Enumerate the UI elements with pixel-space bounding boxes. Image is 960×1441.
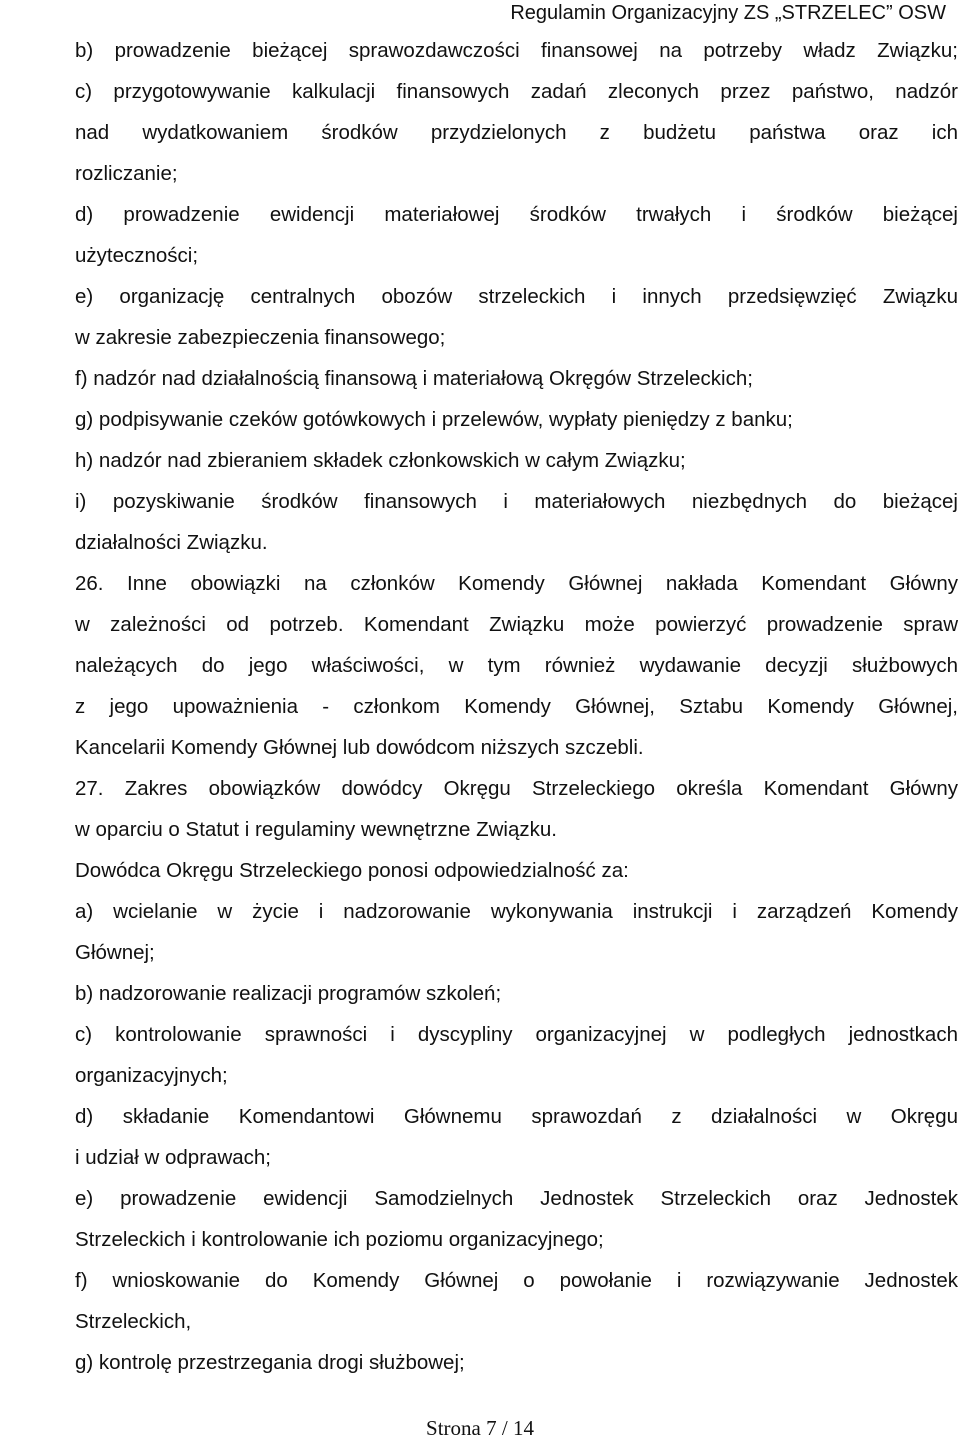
text-line: Dowódca Okręgu Strzeleckiego ponosi odpowiedzialność za: bbox=[75, 859, 629, 882]
text-line: Kancelarii Komendy Głównej lub dowódcom niższych szczebli. bbox=[75, 736, 644, 759]
text-line: Strzeleckich i kontrolowanie ich poziomu organizacyjnego; bbox=[75, 1228, 604, 1251]
text-line: organizacyjnych; bbox=[75, 1064, 228, 1087]
text-line: z jego upoważnienia - członkom Komendy Głównej, Sztabu Komendy Głównej, bbox=[75, 695, 958, 718]
text-line: działalności Związku. bbox=[75, 531, 268, 554]
text-line: e) organizację centralnych obozów strzeleckich i innych przedsięwzięć Związku bbox=[75, 285, 958, 308]
text-line: w zależności od potrzeb. Komendant Związku może powierzyć prowadzenie spraw bbox=[75, 613, 958, 636]
text-line: c) przygotowywanie kalkulacji finansowych zadań zleconych przez państwo, nadzór bbox=[75, 80, 958, 103]
text-line: c) kontrolowanie sprawności i dyscypliny organizacyjnej w podległych jednostkach bbox=[75, 1023, 958, 1046]
text-line: w zakresie zabezpieczenia finansowego; bbox=[75, 326, 446, 349]
text-line: g) podpisywanie czeków gotówkowych i przelewów, wypłaty pieniędzy z banku; bbox=[75, 408, 793, 431]
text-line: i) pozyskiwanie środków finansowych i materiałowych niezbędnych do bieżącej bbox=[75, 490, 958, 513]
text-line: b) nadzorowanie realizacji programów szkoleń; bbox=[75, 982, 502, 1005]
text-line: d) składanie Komendantowi Głównemu sprawozdań z działalności w Okręgu bbox=[75, 1105, 958, 1128]
page-number: Strona 7 / 14 bbox=[426, 1416, 534, 1440]
text-line: Głównej; bbox=[75, 941, 155, 964]
text-line: 26. Inne obowiązki na członków Komendy Głównej nakłada Komendant Główny bbox=[75, 572, 958, 595]
text-line: w oparciu o Statut i regulaminy wewnętrzne Związku. bbox=[75, 818, 557, 841]
text-line: użyteczności; bbox=[75, 244, 199, 267]
running-header: Regulamin Organizacyjny ZS „STRZELEC” OSW bbox=[510, 2, 946, 24]
text-line: d) prowadzenie ewidencji materiałowej środków trwałych i środków bieżącej bbox=[75, 203, 958, 226]
text-line: e) prowadzenie ewidencji Samodzielnych Jednostek Strzeleckich oraz Jednostek bbox=[75, 1187, 958, 1210]
text-line: f) nadzór nad działalnością finansową i materiałową Okręgów Strzeleckich; bbox=[75, 367, 753, 390]
text-line: rozliczanie; bbox=[75, 162, 178, 185]
text-line: i udział w odprawach; bbox=[75, 1146, 271, 1169]
text-line: h) nadzór nad zbieraniem składek członkowskich w całym Związku; bbox=[75, 449, 686, 472]
text-line: 27. Zakres obowiązków dowódcy Okręgu Strzeleckiego określa Komendant Główny bbox=[75, 777, 958, 800]
text-line: b) prowadzenie bieżącej sprawozdawczości finansowej na potrzeby władz Związku; bbox=[75, 39, 958, 62]
text-line: g) kontrolę przestrzegania drogi służbowej; bbox=[75, 1351, 465, 1374]
text-line: Strzeleckich, bbox=[75, 1310, 192, 1333]
text-line: a) wcielanie w życie i nadzorowanie wykonywania instrukcji i zarządzeń Komendy bbox=[75, 900, 958, 923]
text-line: f) wnioskowanie do Komendy Głównej o powołanie i rozwiązywanie Jednostek bbox=[75, 1269, 958, 1292]
document-body bbox=[75, 30, 958, 1383]
text-line: należących do jego właściwości, w tym również wydawanie decyzji służbowych bbox=[75, 654, 958, 677]
text-line: nad wydatkowaniem środków przydzielonych z budżetu państwa oraz ich bbox=[75, 121, 958, 144]
